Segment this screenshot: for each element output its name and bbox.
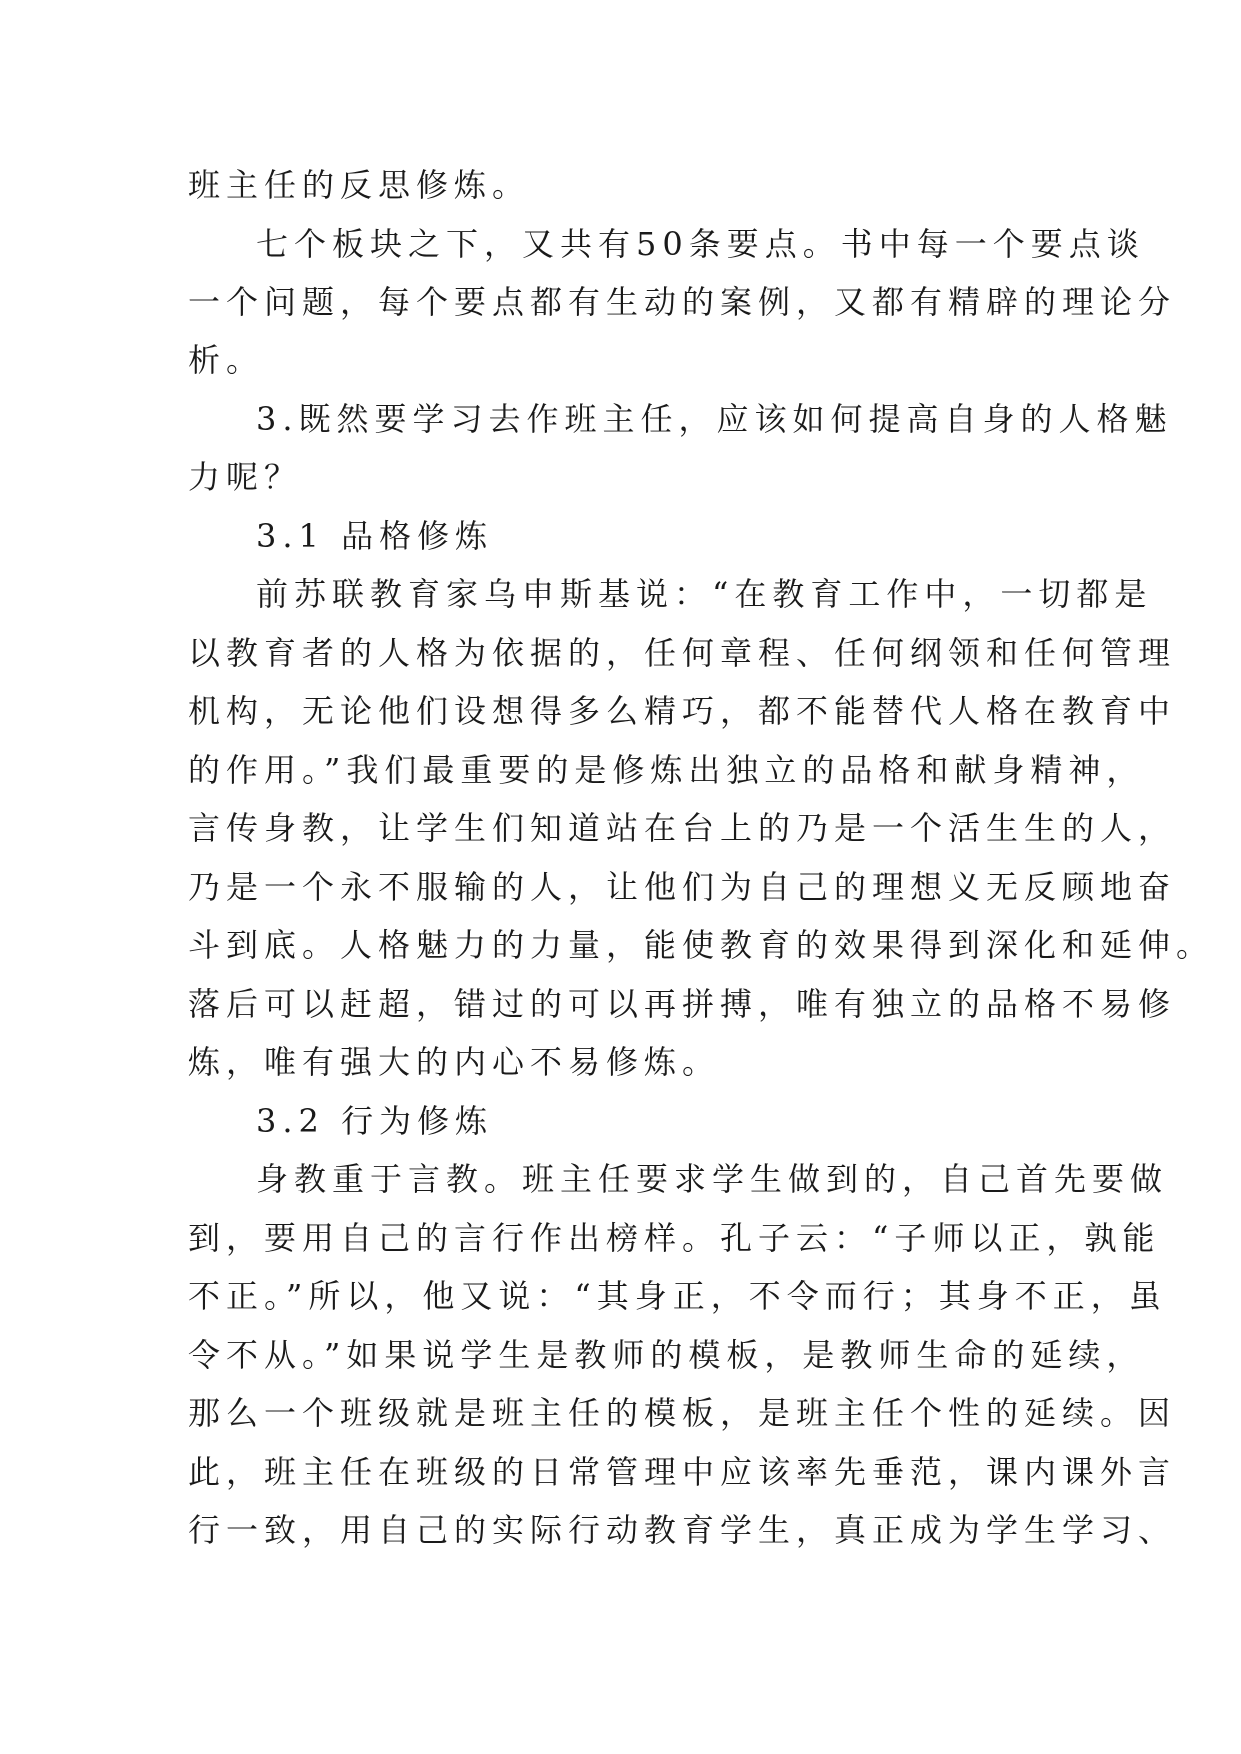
text-line: 乃是一个永不服输的人，让他们为自己的理想义无反顾地奋 bbox=[188, 868, 1177, 906]
text-line: 到，要用自己的言行作出榜样。孔子云：“子师以正，孰能 bbox=[188, 1219, 1161, 1257]
text-line: 那么一个班级就是班主任的模板，是班主任个性的延续。因 bbox=[188, 1394, 1177, 1432]
text-line: 机构，无论他们设想得多么精巧，都不能替代人格在教育中 bbox=[188, 692, 1177, 730]
text-line: 令不从。”如果说学生是教师的模板，是教师生命的延续， bbox=[188, 1336, 1145, 1374]
text-line: 一个问题，每个要点都有生动的案例，又都有精辟的理论分 bbox=[188, 283, 1177, 321]
text-line: 以教育者的人格为依据的，任何章程、任何纲领和任何管理 bbox=[188, 634, 1177, 672]
text-line: 的作用。”我们最重要的是修炼出独立的品格和献身精神， bbox=[188, 751, 1145, 789]
section-heading-3-2: 3.2 行为修炼 bbox=[256, 1102, 494, 1140]
paragraph-start-line: 七个板块之下，又共有50条要点。书中每一个要点谈 bbox=[256, 225, 1145, 263]
paragraph-start-line: 前苏联教育家乌申斯基说：“在教育工作中，一切都是 bbox=[256, 575, 1153, 613]
section-heading-3-1: 3.1 品格修炼 bbox=[256, 517, 494, 555]
text-line: 力呢？ bbox=[188, 458, 303, 496]
text-line: 斗到底。人格魅力的力量，能使教育的效果得到深化和延伸。 bbox=[188, 926, 1215, 964]
text-line: 行一致，用自己的实际行动教育学生，真正成为学生学习、 bbox=[188, 1511, 1177, 1549]
text-line: 言传身教，让学生们知道站在台上的乃是一个活生生的人， bbox=[188, 809, 1177, 847]
text-line: 不正。”所以，他又说：“其身正，不令而行；其身不正，虽 bbox=[188, 1277, 1167, 1315]
text-line: 班主任的反思修炼。 bbox=[188, 166, 531, 204]
text-line: 落后可以赶超，错过的可以再拼搏，唯有独立的品格不易修 bbox=[188, 985, 1177, 1023]
text-line: 析。 bbox=[188, 341, 265, 379]
text-line: 炼，唯有强大的内心不易修炼。 bbox=[188, 1043, 721, 1081]
paragraph-start-line: 身教重于言教。班主任要求学生做到的，自己首先要做 bbox=[256, 1160, 1169, 1198]
text-line: 此，班主任在班级的日常管理中应该率先垂范，课内课外言 bbox=[188, 1453, 1177, 1491]
section-question-heading: 3.既然要学习去作班主任，应该如何提高自身的人格魅 bbox=[256, 400, 1173, 438]
